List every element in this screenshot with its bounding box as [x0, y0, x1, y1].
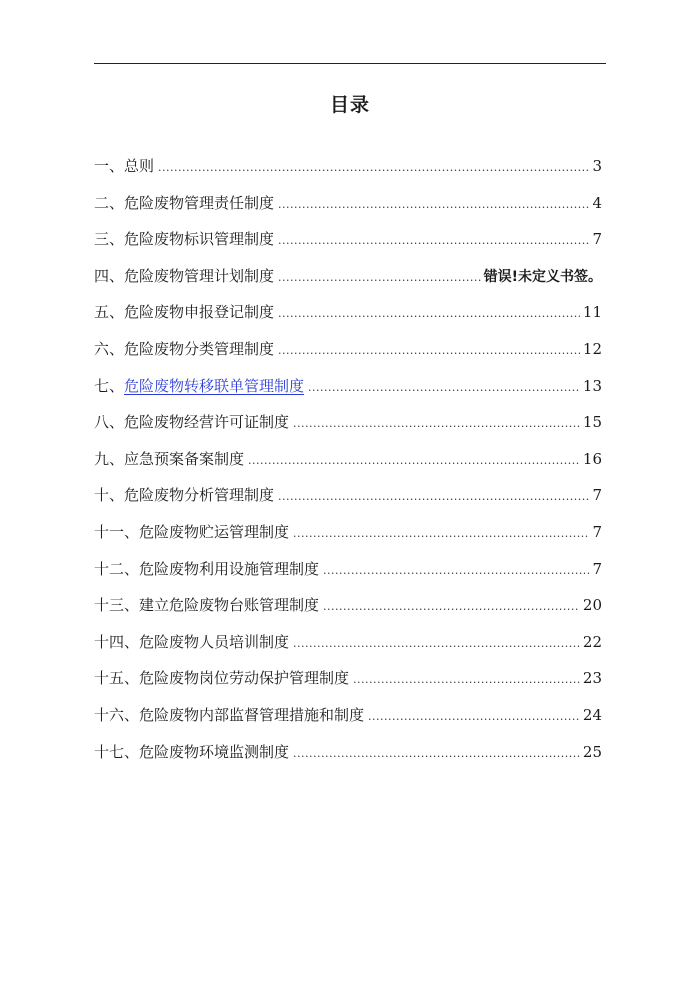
toc-entry[interactable]	[94, 368, 602, 405]
toc-entry-label[interactable]: 危险废物申报登记制度	[124, 303, 275, 322]
toc-entry[interactable]	[94, 551, 602, 588]
toc-entry-page-number: 7	[592, 559, 602, 578]
toc-entry-label[interactable]: 危险废物贮运管理制度	[139, 522, 290, 541]
toc-entry-page-number: 20	[582, 596, 602, 615]
toc-entry-number: 十七、	[94, 742, 140, 761]
dot-leader	[278, 187, 589, 224]
toc-entry-page-number: 24	[582, 705, 602, 724]
toc-entry-number: 一、	[94, 157, 125, 175]
dot-leader	[248, 443, 580, 480]
toc-entry-label[interactable]: 危险废物利用设施管理制度	[139, 559, 320, 578]
toc-entry-number: 十二、	[94, 559, 140, 578]
header-rule	[94, 63, 606, 64]
toc-entry-page-number: 11	[582, 303, 602, 322]
toc-entry[interactable]	[94, 221, 602, 258]
dot-leader	[308, 370, 580, 407]
toc-entry-number: 二、	[94, 193, 125, 212]
dot-leader	[353, 662, 580, 699]
toc-entry[interactable]	[94, 294, 602, 331]
dot-leader	[293, 736, 580, 773]
dot-leader	[278, 260, 481, 297]
toc-entry-number: 十、	[94, 486, 125, 505]
toc-entry-number: 三、	[94, 230, 125, 249]
dot-leader	[323, 553, 589, 590]
toc-entry-label[interactable]: 危险废物人员培训制度	[139, 632, 290, 651]
toc-entry-page-number: 22	[582, 632, 602, 651]
toc-entry[interactable]	[94, 697, 602, 734]
toc-entry-label[interactable]: 危险废物管理计划制度	[124, 266, 275, 285]
toc-entry-number: 六、	[94, 339, 125, 358]
toc-entry-page-number: 7	[592, 486, 602, 505]
toc-entry[interactable]	[94, 331, 602, 368]
toc-entry-label[interactable]: 危险废物经营许可证制度	[124, 413, 290, 432]
dot-leader	[368, 699, 580, 736]
dot-leader	[293, 516, 589, 553]
toc-entry-label[interactable]: 危险废物分类管理制度	[124, 339, 275, 358]
toc-entry-label[interactable]: 建立危险废物台账管理制度	[139, 596, 320, 615]
toc-entry-page-number: 23	[582, 669, 602, 688]
toc-entry-page-number: 7	[592, 230, 602, 249]
toc-entry-number: 十六、	[94, 705, 140, 724]
dot-leader	[278, 333, 580, 370]
toc-entry-number: 十四、	[94, 632, 140, 651]
dot-leader	[278, 223, 589, 260]
toc-entry-page-number: 16	[582, 449, 602, 468]
dot-leader	[323, 589, 580, 626]
dot-leader	[278, 479, 589, 516]
toc-entry-link[interactable]: 危险废物转移联单管理制度	[124, 376, 305, 395]
toc-entry-label[interactable]: 总则	[124, 157, 155, 175]
dot-leader	[158, 150, 589, 187]
toc-entry-number: 十三、	[94, 596, 140, 615]
toc-entry[interactable]	[94, 587, 602, 624]
dot-leader	[278, 296, 580, 333]
toc-entry-label[interactable]: 危险废物内部监督管理措施和制度	[139, 705, 365, 724]
toc-entry-label[interactable]: 危险废物标识管理制度	[124, 230, 275, 249]
toc-entry-page-number: 4	[592, 193, 602, 212]
toc-entry-number: 五、	[94, 303, 125, 322]
toc-entry-page-number: 12	[582, 339, 602, 358]
toc-entry[interactable]	[94, 624, 602, 661]
table-of-contents	[94, 148, 602, 770]
toc-entry[interactable]	[94, 477, 602, 514]
toc-entry-label[interactable]: 应急预案备案制度	[124, 449, 245, 468]
toc-entry[interactable]	[94, 404, 602, 441]
toc-entry-page-number: 7	[592, 522, 602, 541]
toc-entry-error-text: 错误!未定义书签。	[483, 268, 602, 285]
toc-entry-page-number: 3	[592, 157, 602, 175]
toc-entry-label[interactable]: 危险废物分析管理制度	[124, 486, 275, 505]
toc-entry-label[interactable]: 危险废物岗位劳动保护管理制度	[139, 669, 350, 688]
toc-entry[interactable]	[94, 441, 602, 478]
toc-entry[interactable]	[94, 148, 602, 185]
toc-entry[interactable]	[94, 660, 602, 697]
dot-leader	[293, 626, 580, 663]
toc-entry[interactable]	[94, 185, 602, 222]
toc-entry-number: 十一、	[94, 522, 140, 541]
toc-entry-number: 四、	[94, 266, 125, 285]
toc-entry-page-number: 13	[582, 376, 602, 395]
toc-entry[interactable]	[94, 514, 602, 551]
toc-entry-number: 八、	[94, 413, 125, 432]
dot-leader	[293, 406, 580, 443]
toc-entry-page-number: 15	[582, 413, 602, 432]
toc-entry-number: 十五、	[94, 669, 140, 688]
toc-entry-number: 七、	[94, 376, 125, 395]
toc-entry[interactable]	[94, 734, 602, 771]
page-title: 目录	[329, 94, 370, 116]
toc-entry-label[interactable]: 危险废物环境监测制度	[139, 742, 290, 761]
toc-entry[interactable]	[94, 258, 602, 295]
toc-entry-number: 九、	[94, 449, 125, 468]
toc-entry-label[interactable]: 危险废物管理责任制度	[124, 193, 275, 212]
toc-entry-page-number: 25	[582, 742, 602, 761]
